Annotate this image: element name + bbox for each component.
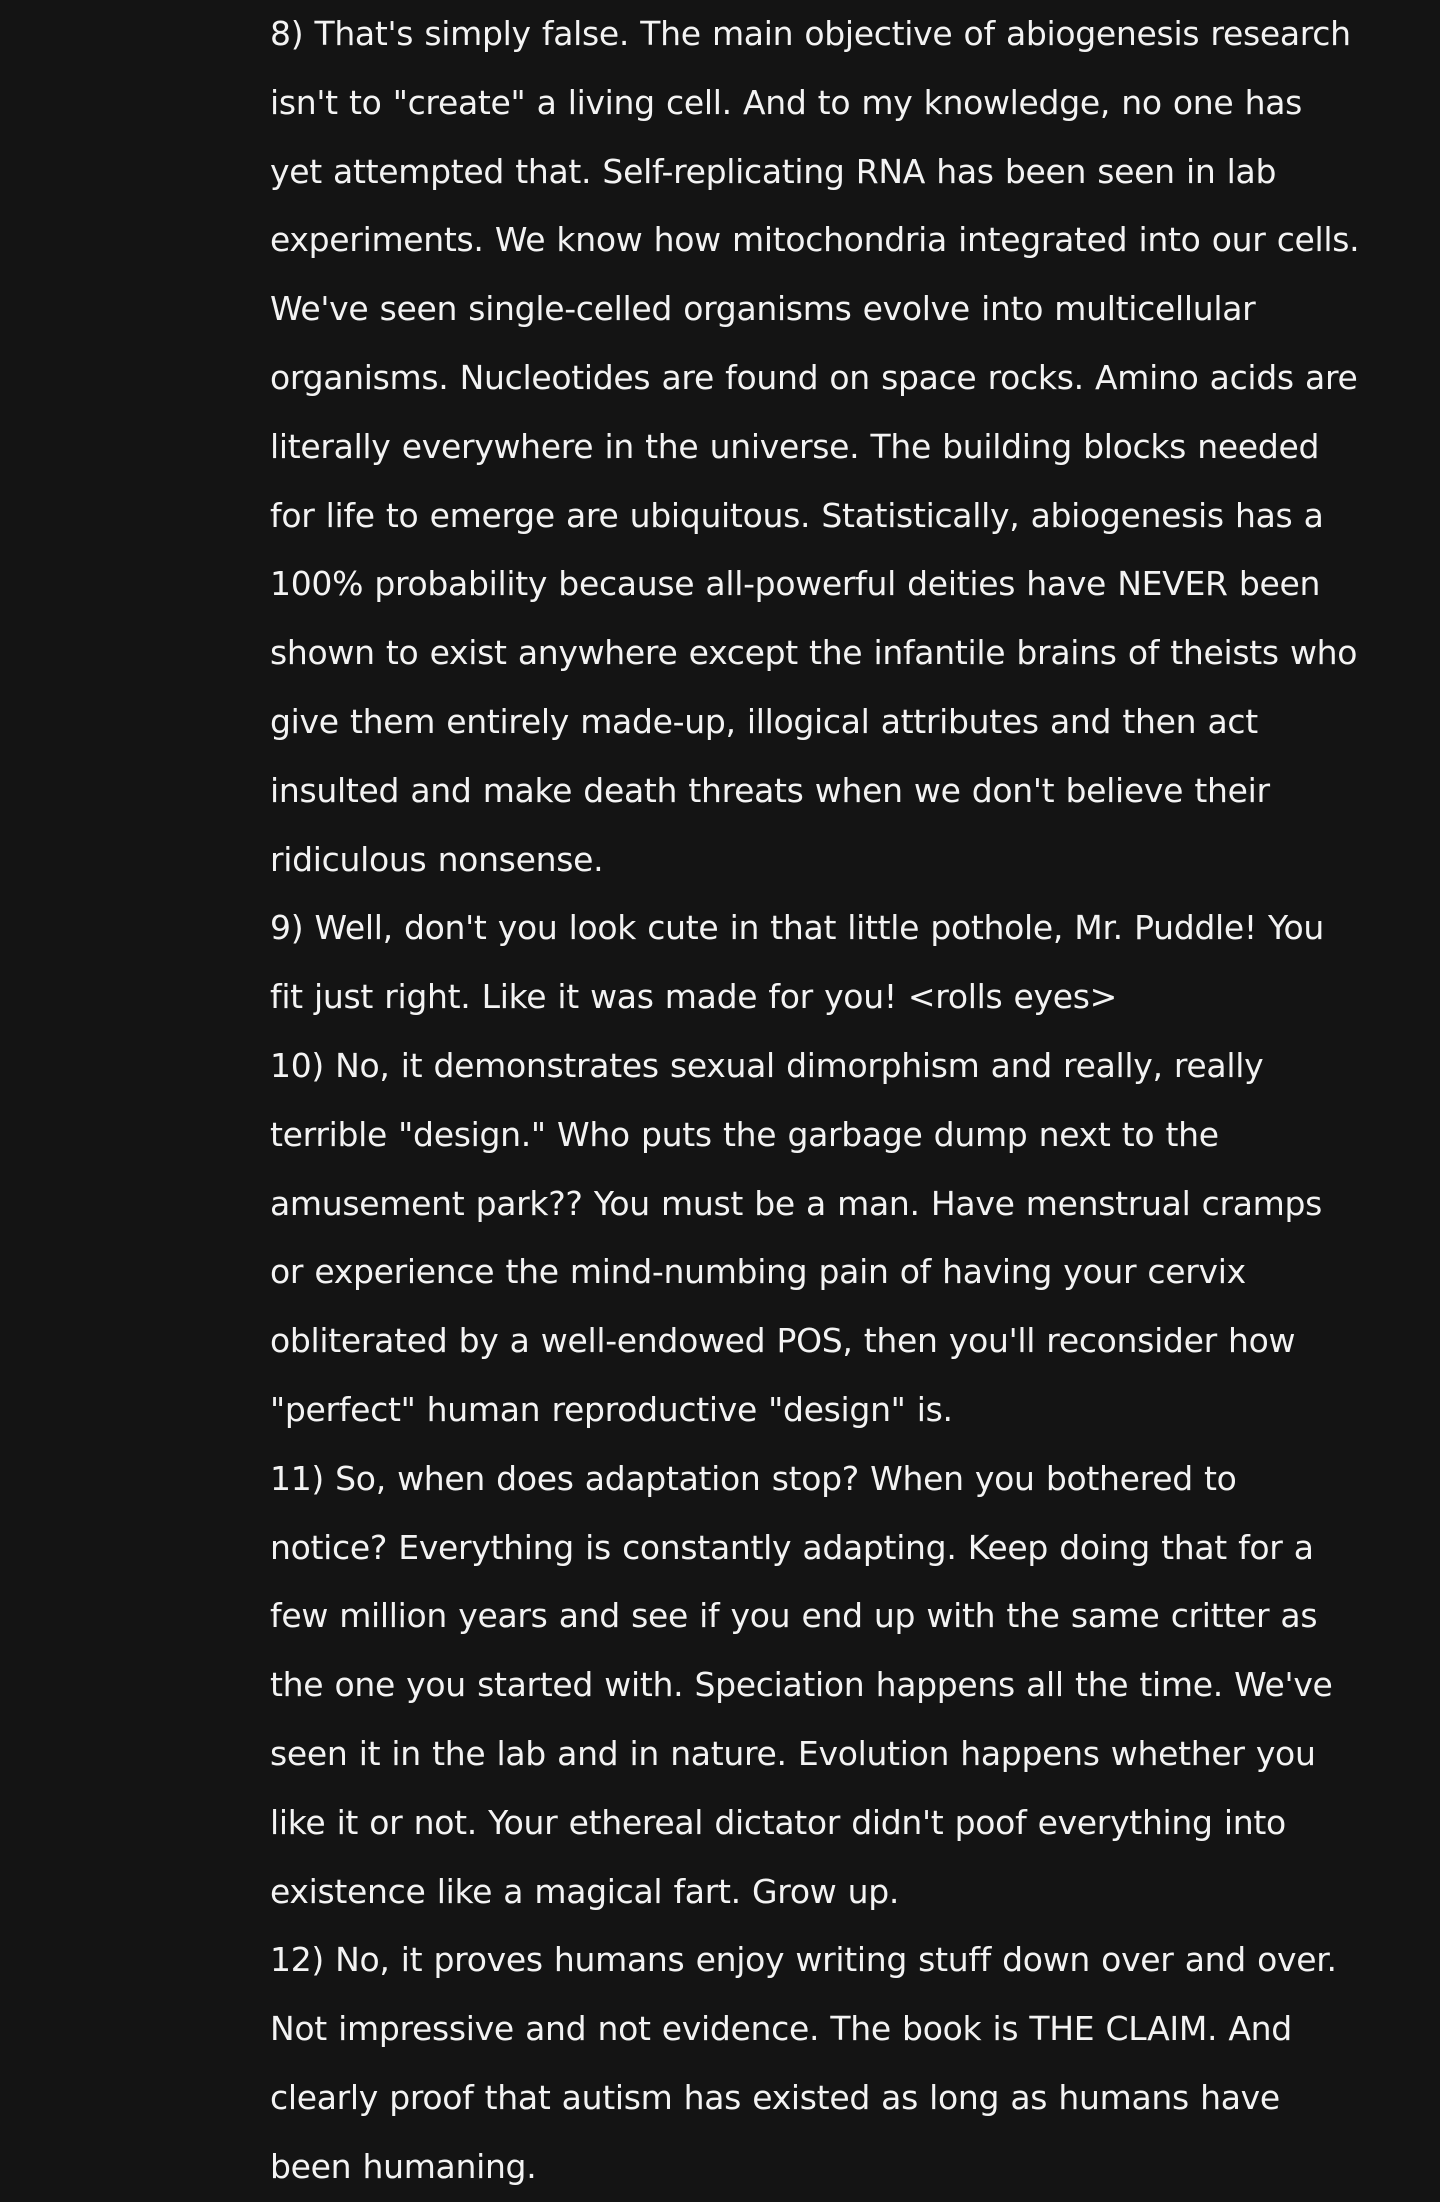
paragraph-point-10: 10) No, it demonstrates sexual dimorphism and really, really terrible "design." Who puts the garbage dump next to the amusement park?? You must be a man. Have menstrual cramps or experience the mind-numbing pain of having your cervix obliterated by a well-endowed POS, then you'll reconsider how "perfect" human reproductive "design" is. (270, 1045, 1323, 1429)
paragraph-point-8: 8) That's simply false. The main objective of abiogenesis research isn't to "create" a living cell. And to my knowledge, no one has yet attempted that. Self-replicating RNA has been seen in lab experiments. We know how mitochondria integrated into our cells. We've seen single-celled organisms evolve into multicellular organisms. Nucleotides are found on space rocks. Amino acids are literally everywhere in the universe. The building blocks needed for life to emerge are ubiquitous. Statistically, abiogenesis has a 100% probability because all-powerful deities have NEVER been shown to exist anywhere except the infantile brains of theists who give them entirely made-up, illogical attributes and then act insulted and make death threats when we don't believe their ridiculous nonsense. (270, 14, 1360, 879)
paragraph-point-11: 11) So, when does adaptation stop? When you bothered to notice? Everything is constantly adapting. Keep doing that for a few million years and see if you end up with the same critter as the one you started with. Speciation happens all the time. We've seen it in the lab and in nature. Evolution happens whether you like it or not. Your ethereal dictator didn't poof everything into existence like a magical fart. Grow up. (270, 1458, 1333, 1911)
paragraph-point-12: 12) No, it proves humans enjoy writing stuff down over and over. Not impressive and not evidence. The book is THE CLAIM. And clearly proof that autism has existed as long as humans have been humaning. (270, 1940, 1337, 2186)
post-body (270, 0, 1360, 2202)
paragraph-point-9: 9) Well, don't you look cute in that little pothole, Mr. Puddle! You fit just right. Like it was made for you! <rolls eyes> (270, 908, 1324, 1017)
